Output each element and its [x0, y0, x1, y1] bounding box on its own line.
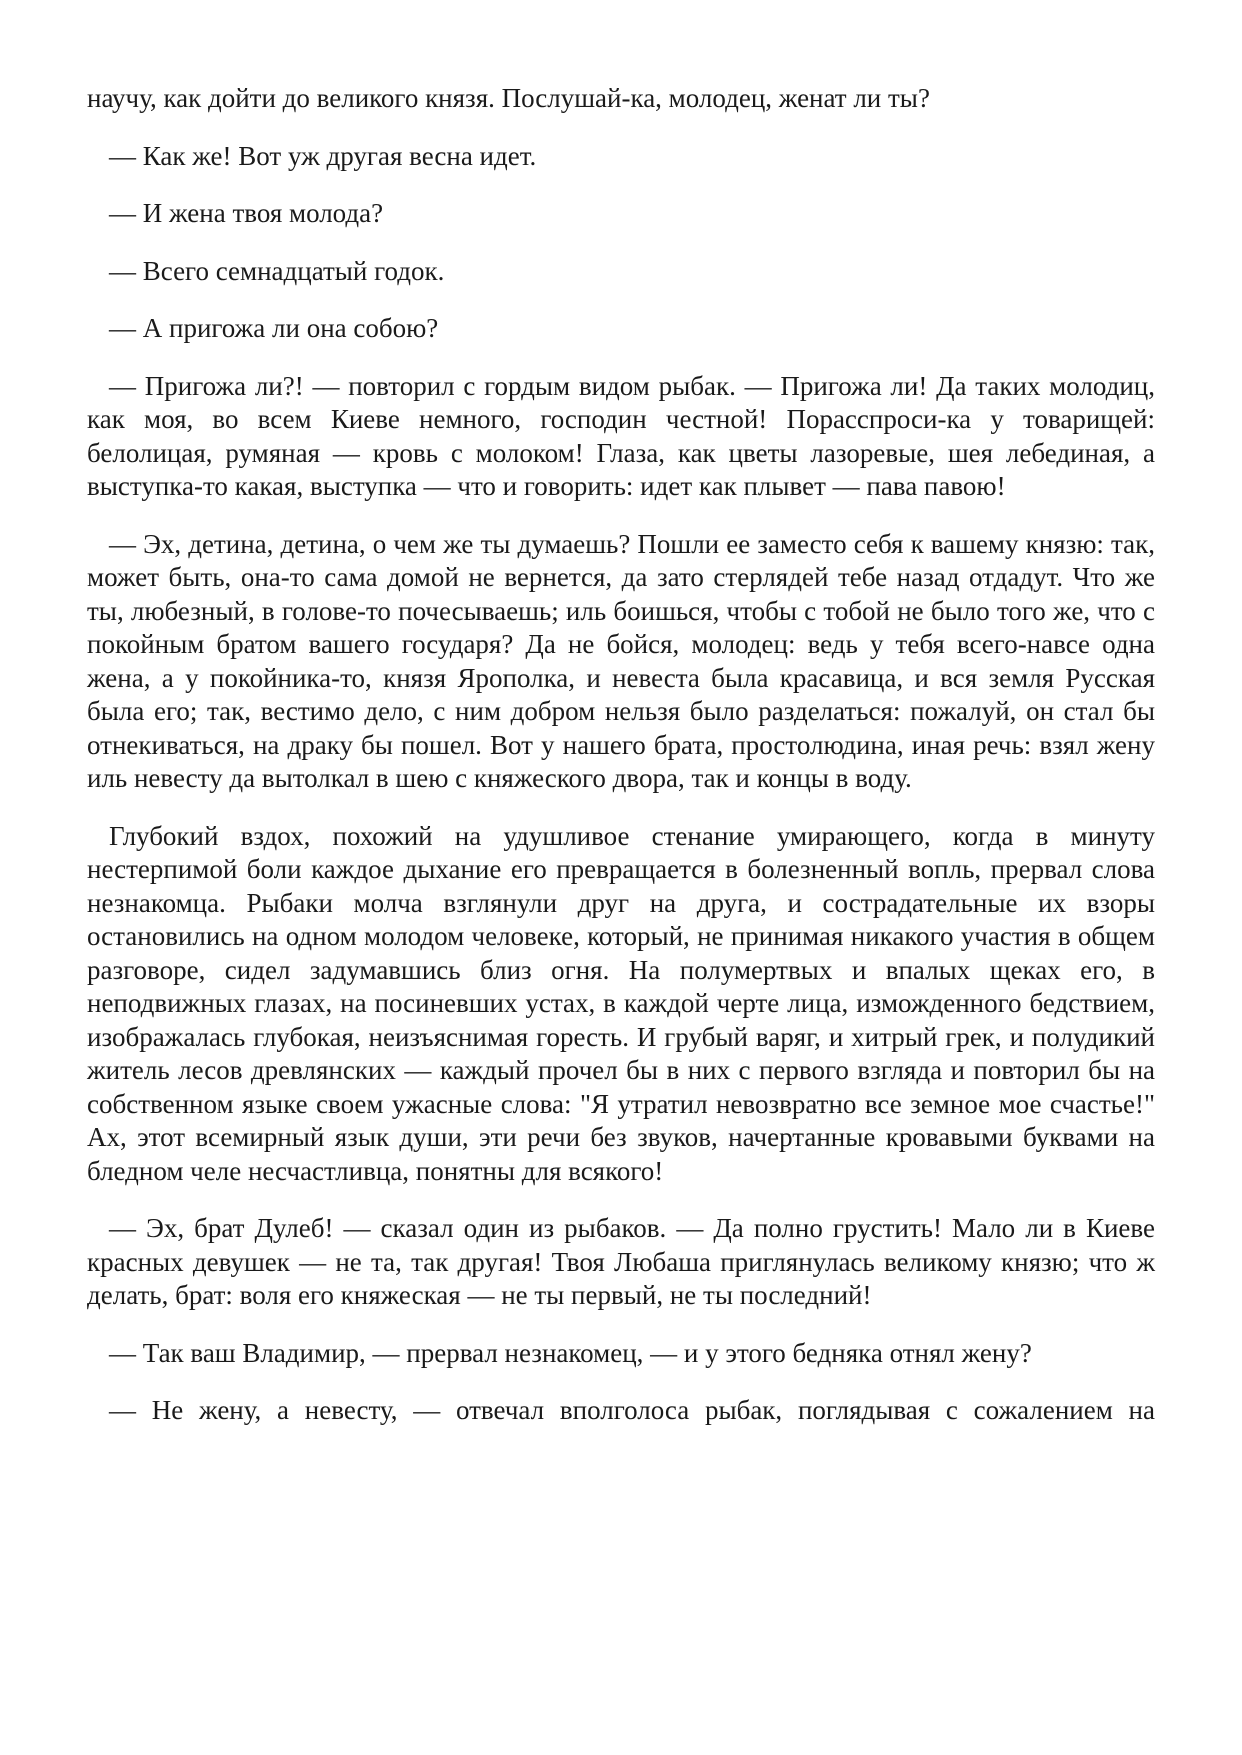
paragraph: — Как же! Вот уж другая весна идет. [109, 140, 537, 171]
paragraph: — Пригожа ли?! — повторил с гордым видом рыбак. — Пригожа ли! Да таких молодиц, как моя, во всем Киеве немного, господин честной! Порасспроси-ка у товарищей: белолицая, румяная — кровь с молоком! Глаза, как цветы лазоревые, шея лебединая, а выступка-то какая, выступка — что и говорить: идет как плывет — пава павою! [87, 370, 1155, 501]
paragraph: — Эх, брат Дулеб! — сказал один из рыбаков. — Да полно грустить! Мало ли в Киеве красных девушек — не та, так другая! Твоя Любаша приглянулась великому князю; что ж делать, брат: воля его княжеская — не ты первый, не ты последний! [87, 1213, 1155, 1310]
paragraph: научу, как дойти до великого князя. Послушай-ка, молодец, женат ли ты? [87, 83, 930, 113]
paragraph: — Всего семнадцатый годок. [109, 255, 445, 286]
paragraph: — А пригожа ли она собою? [109, 313, 439, 343]
paragraph: — И жена твоя молода? [109, 198, 384, 228]
paragraph: — Эх, детина, детина, о чем же ты думаешь? Пошли ее заместо себя к вашему князю: так, может быть, она-то сама домой не вернется, да зато стерлядей тебе назад отдадут. Что же ты, любезный, в голове-то почесываешь; иль боишься, чтобы с тобой не было того же, что с покойным братом вашего государя? Да не бойся, молодец: ведь у тебя всего-навсе одна жена, а у покойника-то, князя Ярополка, и невеста была красавица, и вся земля Русская была его; так, вестимо дело, с ним добром нельзя было разделаться: пожалуй, он стал бы отнекиваться, на драку бы пошел. Вот у нашего брата, простолюдина, иная речь: взял жену иль невесту да вытолкал в шею с княжеского двора, так и концы в воду. [87, 528, 1155, 793]
paragraph: — Не жену, а невесту, — отвечал вполголоса рыбак, поглядывая с сожалением на [109, 1395, 1155, 1425]
paragraph: Глубокий вздох, похожий на удушливое стенание умирающего, когда в минуту нестерпимой боли каждое дыхание его превращается в болезненный вопль, прервал слова незнакомца. Рыбаки молча взглянули друг на друга, и сострадательные их взоры остановились на одном молодом человеке, который, не принимая никакого участия в общем разговоре, сидел задумавшись близ огня. На полумертвых и впалых щеках его, в неподвижных глазах, на посиневших устах, в каждой черте лица, изможденного бедствием, изображалась глубокая, неизъяснимая горесть. И грубый варяг, и хитрый грек, и полудикий житель лесов древлянских — каждый прочел бы в них с первого взгляда и повторил бы на собственном языке своем ужасные слова: "Я утратил невозвратно все земное мое счастье!" Ах, этот всемирный язык души, эти речи без звуков, начертанные кровавыми буквами на бледном челе несчастливца, понятны для всякого! [87, 820, 1155, 1186]
paragraph: — Так ваш Владимир, — прервал незнакомец, — и у этого бедняка отнял жену? [109, 1337, 1032, 1368]
document-page [87, 82, 1155, 1428]
